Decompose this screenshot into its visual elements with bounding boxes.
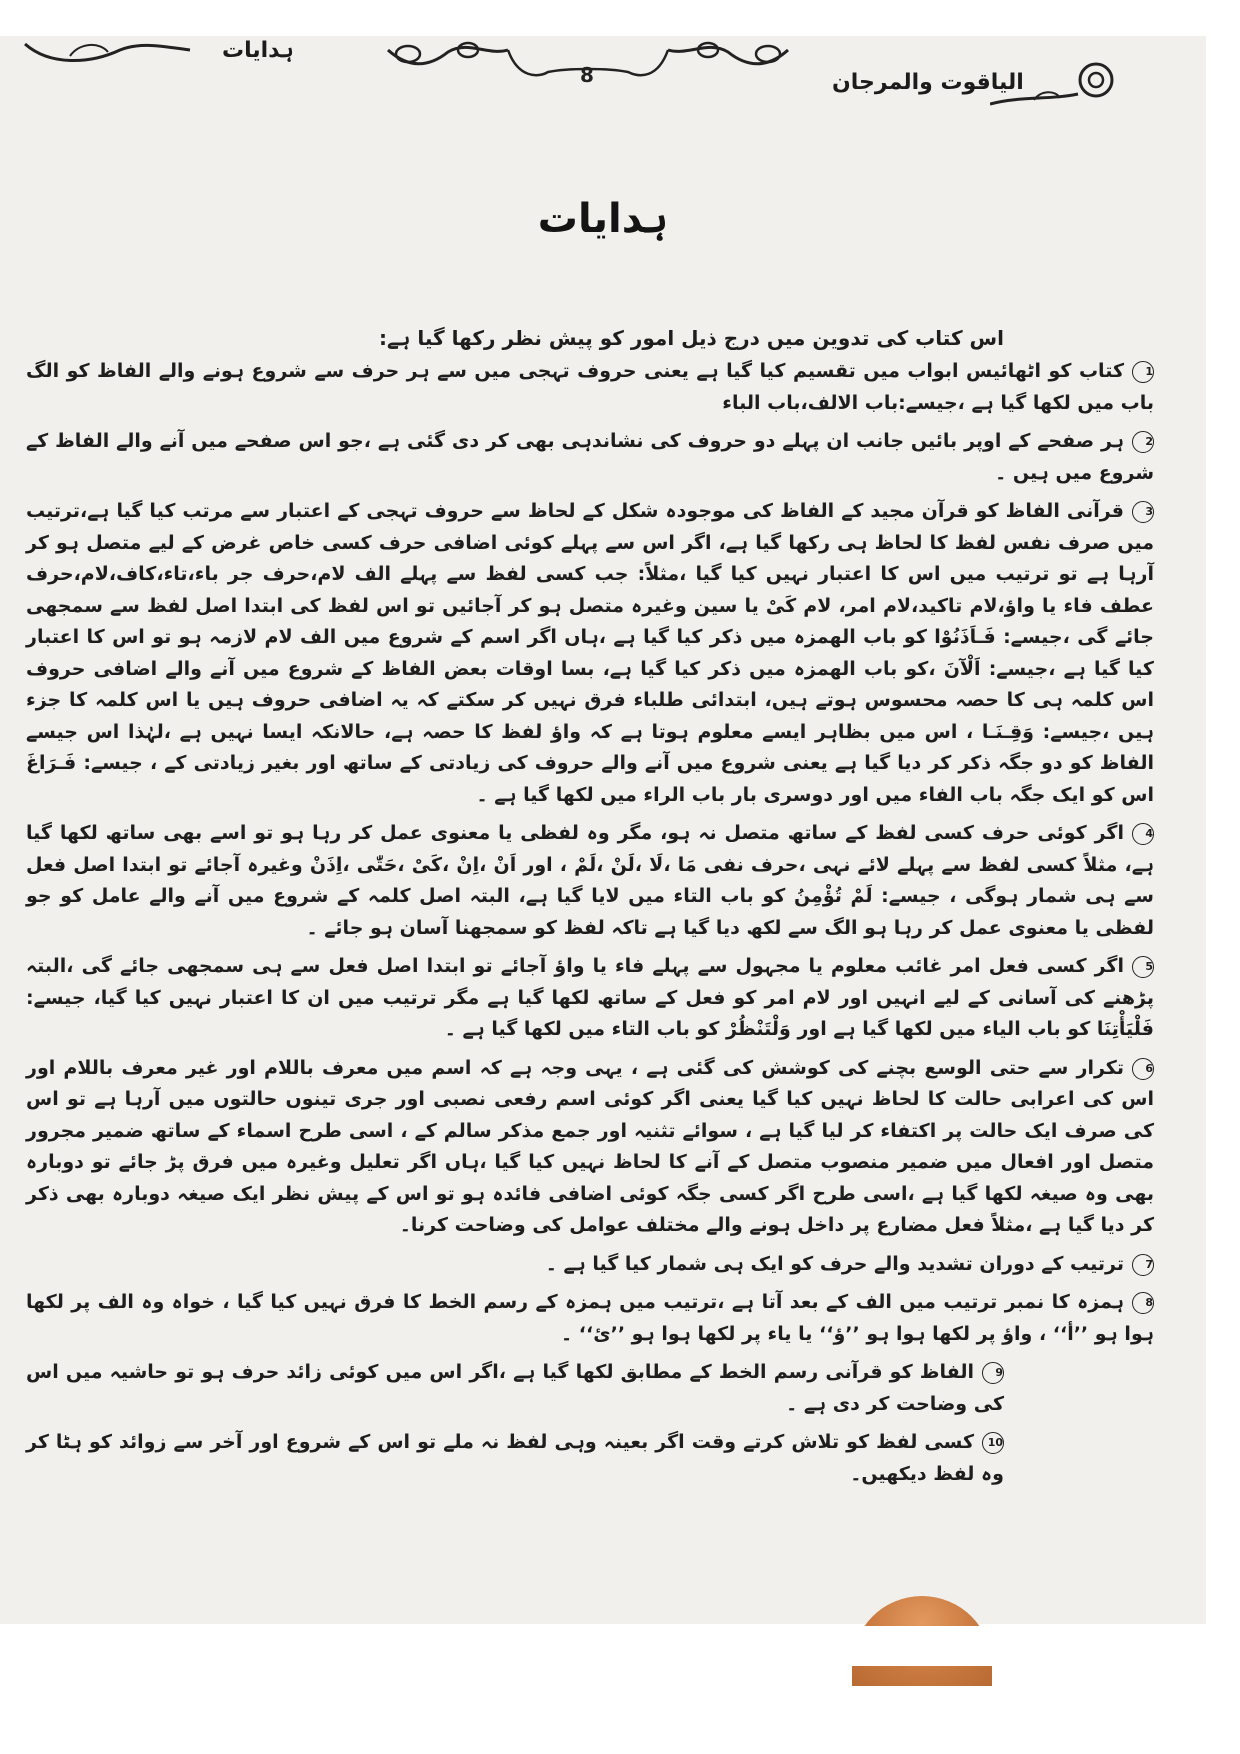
item-number-badge: 7 [1132,1254,1154,1276]
item-number-badge: 1 [1132,361,1154,383]
instruction-item [26,818,1154,944]
instruction-item [26,496,1154,811]
page-number: 8 [580,63,594,87]
instruction-item [26,1427,1154,1490]
item-text: کسی لفظ کو تلاش کرتے وقت اگر بعینہ وہی لفظ نہ ملے تو اس کے شروع اور آخر سے زوائد کو ہٹا کر وہ لفظ دیکھیں۔ [26,1431,1004,1485]
instruction-item [26,356,1154,419]
item-text: تکرار سے حتی الوسع بچنے کی کوشش کی گئی ہے ، یہی وجہ ہے کہ اسم میں معرف باللام اور غیر معرف باللام اور اس کی اعرابی حالت کا لحاظ نہیں کیا گیا یعنی اگر کوئی اسم رفعی نصبی اور جری تینوں حالتوں میں آرہا ہے تو اس کی صرف ایک حالت پر اکتفاء کر لیا گیا ہے ، سوائے تثنیہ اور جمع مذکر سالم کے ، اسی طرح اسماء کے ساتھ ضمیر مجرور متصل اور افعال میں ضمیر منصوب متصل کے آنے کا لحاظ نہیں کیا گیا ،ہاں اگر تعلیل وغیرہ میں فرق پڑ جائے تو دوبارہ بھی وہ صیغہ لکھا گیا ہے ،اسی طرح اگر کسی جگہ کوئی اضافی فائدہ ہو تو اس کے پیش نظر ایک صیغہ دوبارہ بھی ذکر کر دیا گیا ہے ،مثلاً فعل مضارع پر داخل ہونے والے مختلف عوامل کی وضاحت کرنا۔ [26,1056,1154,1236]
instructions-body [26,322,1154,1497]
scanned-page [0,36,1216,1624]
item-text: ہمزہ کا نمبر ترتیب میں الف کے بعد آتا ہے ،ترتیب میں ہمزہ کے رسم الخط کا فرق نہیں کیا گیا ، خواہ وہ الف پر لکھا ہوا ہو ’’أ‘‘ ، واؤ پر لکھا ہوا ہو ’’ؤ‘‘ یا یاء پر لکھا ہوا ہو ’’ئ‘‘ ۔ [26,1291,1154,1345]
item-number-badge: 5 [1132,956,1154,978]
instruction-item [26,1249,1154,1281]
item-number-badge: 4 [1132,823,1154,845]
instruction-item [26,426,1154,489]
page-title: ہدایات [537,196,669,242]
item-number-badge: 2 [1132,431,1154,453]
item-text: قرآنی الفاظ کو قرآن مجید کے الفاظ کی موجودہ شکل کے لحاظ سے حروف تہجی کے اعتبار سے مرتب کیا گیا ہے،ترتیب میں صرف نفس لفظ کا لحاظ ہی رکھا گیا ہے، اگر اس سے پہلے کوئی اضافی حرف کسی خاص غرض کے لیے متصل ہو کر آرہا ہے تو ترتیب میں اس کا اعتبار نہیں کیا گیا ،مثلاً: جب کسی لفظ سے پہلے الف لام،حرف جر باء،تاء،کاف،لام،حرف عطف فاء یا واؤ،لام تاکید،لام امر، لام کَیْ یا سین وغیرہ متصل ہو کر آجائیں تو اس لفظ کی ابتدا اصل لفظ سے سمجھی جائے گی ،جیسے: فَـاَذَنُوْا کو باب الھمزہ میں ذکر کیا گیا ہے ،ہاں اگر اسم کے شروع میں الف لام لازمہ ہو تو اس کا اعتبار کیا گیا ہے ،جیسے: اَلْآنَ ،کو باب الھمزہ میں ذکر کیا گیا ہے، بسا اوقات بعض الفاظ کے شروع میں آنے والے اضافی حروف اس کلمہ ہی کا حصہ محسوس ہوتے ہیں، ابتدائی طلباء فرق نہیں کر سکتے کہ یہ اضافی حروف ہیں یا اس کلمہ کا جزء ہیں ،جیسے: وَقِـنَـا ، اس میں بظاہر ایسے معلوم ہوتا ہے کہ واؤ لفظ کا حصہ ہے، حالانکہ ایسا نہیں ہے ،لہٰذا اس جیسے الفاظ کو دو جگہ ذکر کر دیا گیا ہے یعنی شروع میں آنے والے حروف کی زیادتی کے ساتھ اور بغیر زیادتی کے ، جیسے: فَـرَاغَ اس کو ایک جگہ باب الفاء میں اور دوسری بار باب الراء میں لکھا گیا ہے ۔ [26,500,1154,806]
item-number-badge: 10 [982,1432,1004,1454]
item-number-badge: 3 [1132,501,1154,523]
item-text: کتاب کو اٹھائیس ابواب میں تقسیم کیا گیا ہے یعنی حروف تہجی میں سے ہر حرف سے شروع ہونے والے الفاظ کو الگ باب میں لکھا گیا ہے ،جیسے:باب الالف،باب الباء [26,360,1154,414]
item-number-badge: 6 [1132,1058,1154,1080]
ornament-left-flourish [10,36,200,76]
item-text: اگر کسی فعل امر غائب معلوم یا مجہول سے پہلے فاء یا واؤ آجائے تو ابتدا اصل فعل سے ہی سمجھی جائے گی ،البتہ پڑھنے کی آسانی کے لیے انہیں اور لام امر کو فعل کے ساتھ لکھا گیا ہے مگر ترتیب میں ان کا اعتبار نہیں کیا گیا، جیسے: فَلْيَأْتِنَا کو باب الیاء میں لکھا گیا ہے اور وَلْتَنْظُرْ کو باب التاء میں لکھا گیا ہے ۔ [26,955,1154,1040]
intro-paragraph: اس کتاب کی تدوین میں درج ذیل امور کو پیش نظر رکھا گیا ہے: [378,326,1004,350]
instruction-item [26,1357,1154,1420]
item-text: الفاظ کو قرآنی رسم الخط کے مطابق لکھا گیا ہے ،اگر اس میں کوئی زائد حرف ہو تو حاشیہ میں اس کی وضاحت کر دی ہے ۔ [26,1361,1004,1415]
item-text: اگر کوئی حرف کسی لفظ کے ساتھ متصل نہ ہو، مگر وہ لفظی یا معنوی عمل کر رہا ہو تو اسے بھی ساتھ لکھا گیا ہے، مثلاً کسی لفظ سے پہلے لائے نہی ،حرف نفی مَا ،لَا ،لَنْ ،لَمْ ، اور اَنْ ،اِنْ ،کَیْ ،حَتّٰی ،اِذَنْ وغیرہ آجائے تو ابتدا اصل فعل سے ہی شمار ہوگی ، جیسے: لَمْ تُؤْمِنُ کو باب التاء میں لایا گیا ہے، البتہ اصل کلمہ کے شروع میں آنے والے عامل کو جو لفظی یا معنوی عمل کر رہا ہو الگ سے لکھ دیا گیا ہے تاکہ لفظ کو سمجھنا آسان ہو جائے ۔ [26,822,1154,939]
item-number-badge: 9 [982,1362,1004,1384]
bottom-margin [820,1626,1020,1666]
ornament-right-flourish [990,56,1130,116]
item-text: ہر صفحے کے اوپر بائیں جانب ان پہلے دو حروف کی نشاندہی بھی کر دی گئی ہے ،جو اس صفحے میں آنے والے الفاظ کے شروع میں ہیں ۔ [26,430,1154,484]
instruction-item [26,1287,1154,1350]
header-right-title: الیاقوت والمرجان [832,70,1024,95]
item-number-badge: 8 [1132,1292,1154,1314]
page-edge [1206,0,1240,1624]
item-text: ترتیب کے دوران تشدید والے حرف کو ایک ہی شمار کیا گیا ہے ۔ [545,1252,1124,1275]
header-left-title: ہدایات [222,38,294,63]
instruction-item [26,951,1154,1046]
instruction-item [26,1053,1154,1242]
page-header [0,36,1206,146]
